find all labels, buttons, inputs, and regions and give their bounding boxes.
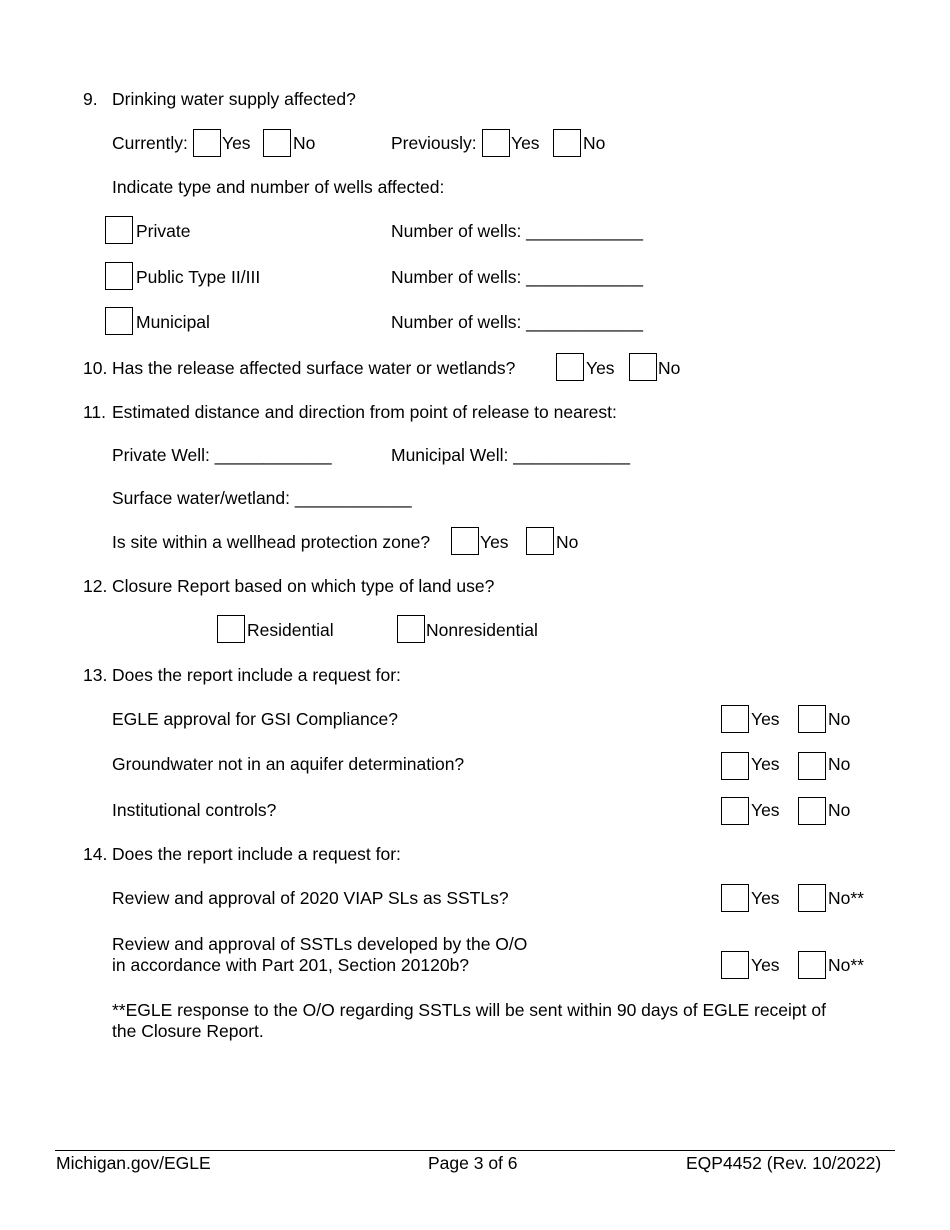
well-private-label: Private — [136, 221, 191, 241]
q14-viap-yes-label: Yes — [751, 888, 780, 908]
q9-previously-label: Previously: — [391, 133, 477, 153]
q13-gsi-no-checkbox[interactable] — [798, 705, 826, 733]
q11-surface-water: Surface water/wetland: ____________ — [112, 488, 412, 508]
q13-aquifer-yes-label: Yes — [751, 754, 780, 774]
q13-aquifer-yes-checkbox[interactable] — [721, 752, 749, 780]
q12-nonresidential-checkbox[interactable] — [397, 615, 425, 643]
q9-currently-no-label: No — [293, 133, 316, 153]
q12-question: Closure Report based on which type of land use? — [112, 576, 495, 596]
q13-institutional-no-label: No — [828, 800, 851, 820]
q11-private-well: Private Well: ____________ — [112, 445, 332, 465]
q11-question: Estimated distance and direction from point of release to nearest: — [112, 402, 617, 422]
q9-previously-no-label: No — [583, 133, 606, 153]
q10-yes-checkbox[interactable] — [556, 353, 584, 381]
footer-divider — [55, 1150, 895, 1151]
q10-no-label: No — [658, 358, 681, 378]
q14-item-viap: Review and approval of 2020 VIAP SLs as SSTLs? — [112, 888, 509, 908]
q13-gsi-yes-label: Yes — [751, 709, 780, 729]
q13-institutional-yes-checkbox[interactable] — [721, 797, 749, 825]
q11-wellhead-question: Is site within a wellhead protection zone? — [112, 532, 431, 552]
well-municipal-count: Number of wells: ____________ — [391, 312, 643, 332]
q12-residential-checkbox[interactable] — [217, 615, 245, 643]
q11-municipal-well: Municipal Well: ____________ — [391, 445, 631, 465]
q13-number: 13. — [83, 665, 108, 685]
well-public-label: Public Type II/III — [136, 267, 261, 287]
q14-viap-yes-checkbox[interactable] — [721, 884, 749, 912]
q13-institutional-no-checkbox[interactable] — [798, 797, 826, 825]
q9-currently-yes-checkbox[interactable] — [193, 129, 221, 157]
q14-number: 14. — [83, 844, 108, 864]
q9-currently-yes-label: Yes — [222, 133, 251, 153]
well-municipal-label: Municipal — [136, 312, 210, 332]
q13-item-gsi: EGLE approval for GSI Compliance? — [112, 709, 398, 729]
q9-previously-no-checkbox[interactable] — [553, 129, 581, 157]
q13-gsi-yes-checkbox[interactable] — [721, 705, 749, 733]
q11-wellhead-yes-label: Yes — [480, 532, 509, 552]
q14-item-sstl-line1: Review and approval of SSTLs developed by the O/O — [112, 934, 528, 954]
q9-number: 9. — [83, 89, 98, 109]
q12-nonresidential-label: Nonresidential — [426, 620, 538, 640]
q9-currently-no-checkbox[interactable] — [263, 129, 291, 157]
q11-wellhead-no-label: No — [556, 532, 579, 552]
q11-number: 11. — [83, 402, 107, 422]
well-private-checkbox[interactable] — [105, 216, 133, 244]
q13-question: Does the report include a request for: — [112, 665, 401, 685]
q14-note-line2: the Closure Report. — [112, 1021, 264, 1041]
q13-institutional-yes-label: Yes — [751, 800, 780, 820]
footer-website: Michigan.gov/EGLE — [56, 1153, 211, 1173]
q13-aquifer-no-checkbox[interactable] — [798, 752, 826, 780]
q13-gsi-no-label: No — [828, 709, 851, 729]
q10-number: 10. — [83, 358, 108, 378]
q14-sstl-yes-checkbox[interactable] — [721, 951, 749, 979]
well-public-count: Number of wells: ____________ — [391, 267, 643, 287]
q13-item-aquifer: Groundwater not in an aquifer determination? — [112, 754, 465, 774]
well-private-count: Number of wells: ____________ — [391, 221, 643, 241]
q14-question: Does the report include a request for: — [112, 844, 401, 864]
q9-wells-prompt: Indicate type and number of wells affected: — [112, 177, 445, 197]
well-municipal-checkbox[interactable] — [105, 307, 133, 335]
q14-viap-no-label: No** — [828, 888, 864, 908]
q9-question: Drinking water supply affected? — [112, 89, 356, 109]
q12-number: 12. — [83, 576, 108, 596]
q14-item-sstl-line2: in accordance with Part 201, Section 20120b? — [112, 955, 470, 975]
q11-wellhead-yes-checkbox[interactable] — [451, 527, 479, 555]
q14-viap-no-checkbox[interactable] — [798, 884, 826, 912]
q9-previously-yes-label: Yes — [511, 133, 540, 153]
q14-sstl-no-label: No** — [828, 955, 864, 975]
q10-question: Has the release affected surface water or wetlands? — [112, 358, 516, 378]
well-public-checkbox[interactable] — [105, 262, 133, 290]
q14-note-line1: **EGLE response to the O/O regarding SSTLs will be sent within 90 days of EGLE receipt of — [112, 1000, 826, 1020]
q14-sstl-no-checkbox[interactable] — [798, 951, 826, 979]
q13-aquifer-no-label: No — [828, 754, 851, 774]
q11-wellhead-no-checkbox[interactable] — [526, 527, 554, 555]
q9-currently-label: Currently: — [112, 133, 188, 153]
footer-form-id: EQP4452 (Rev. 10/2022) — [686, 1153, 882, 1173]
q13-item-institutional: Institutional controls? — [112, 800, 277, 820]
q10-yes-label: Yes — [586, 358, 615, 378]
q14-sstl-yes-label: Yes — [751, 955, 780, 975]
q10-no-checkbox[interactable] — [629, 353, 657, 381]
q12-residential-label: Residential — [247, 620, 334, 640]
footer-page-number: Page 3 of 6 — [428, 1153, 518, 1173]
q9-previously-yes-checkbox[interactable] — [482, 129, 510, 157]
